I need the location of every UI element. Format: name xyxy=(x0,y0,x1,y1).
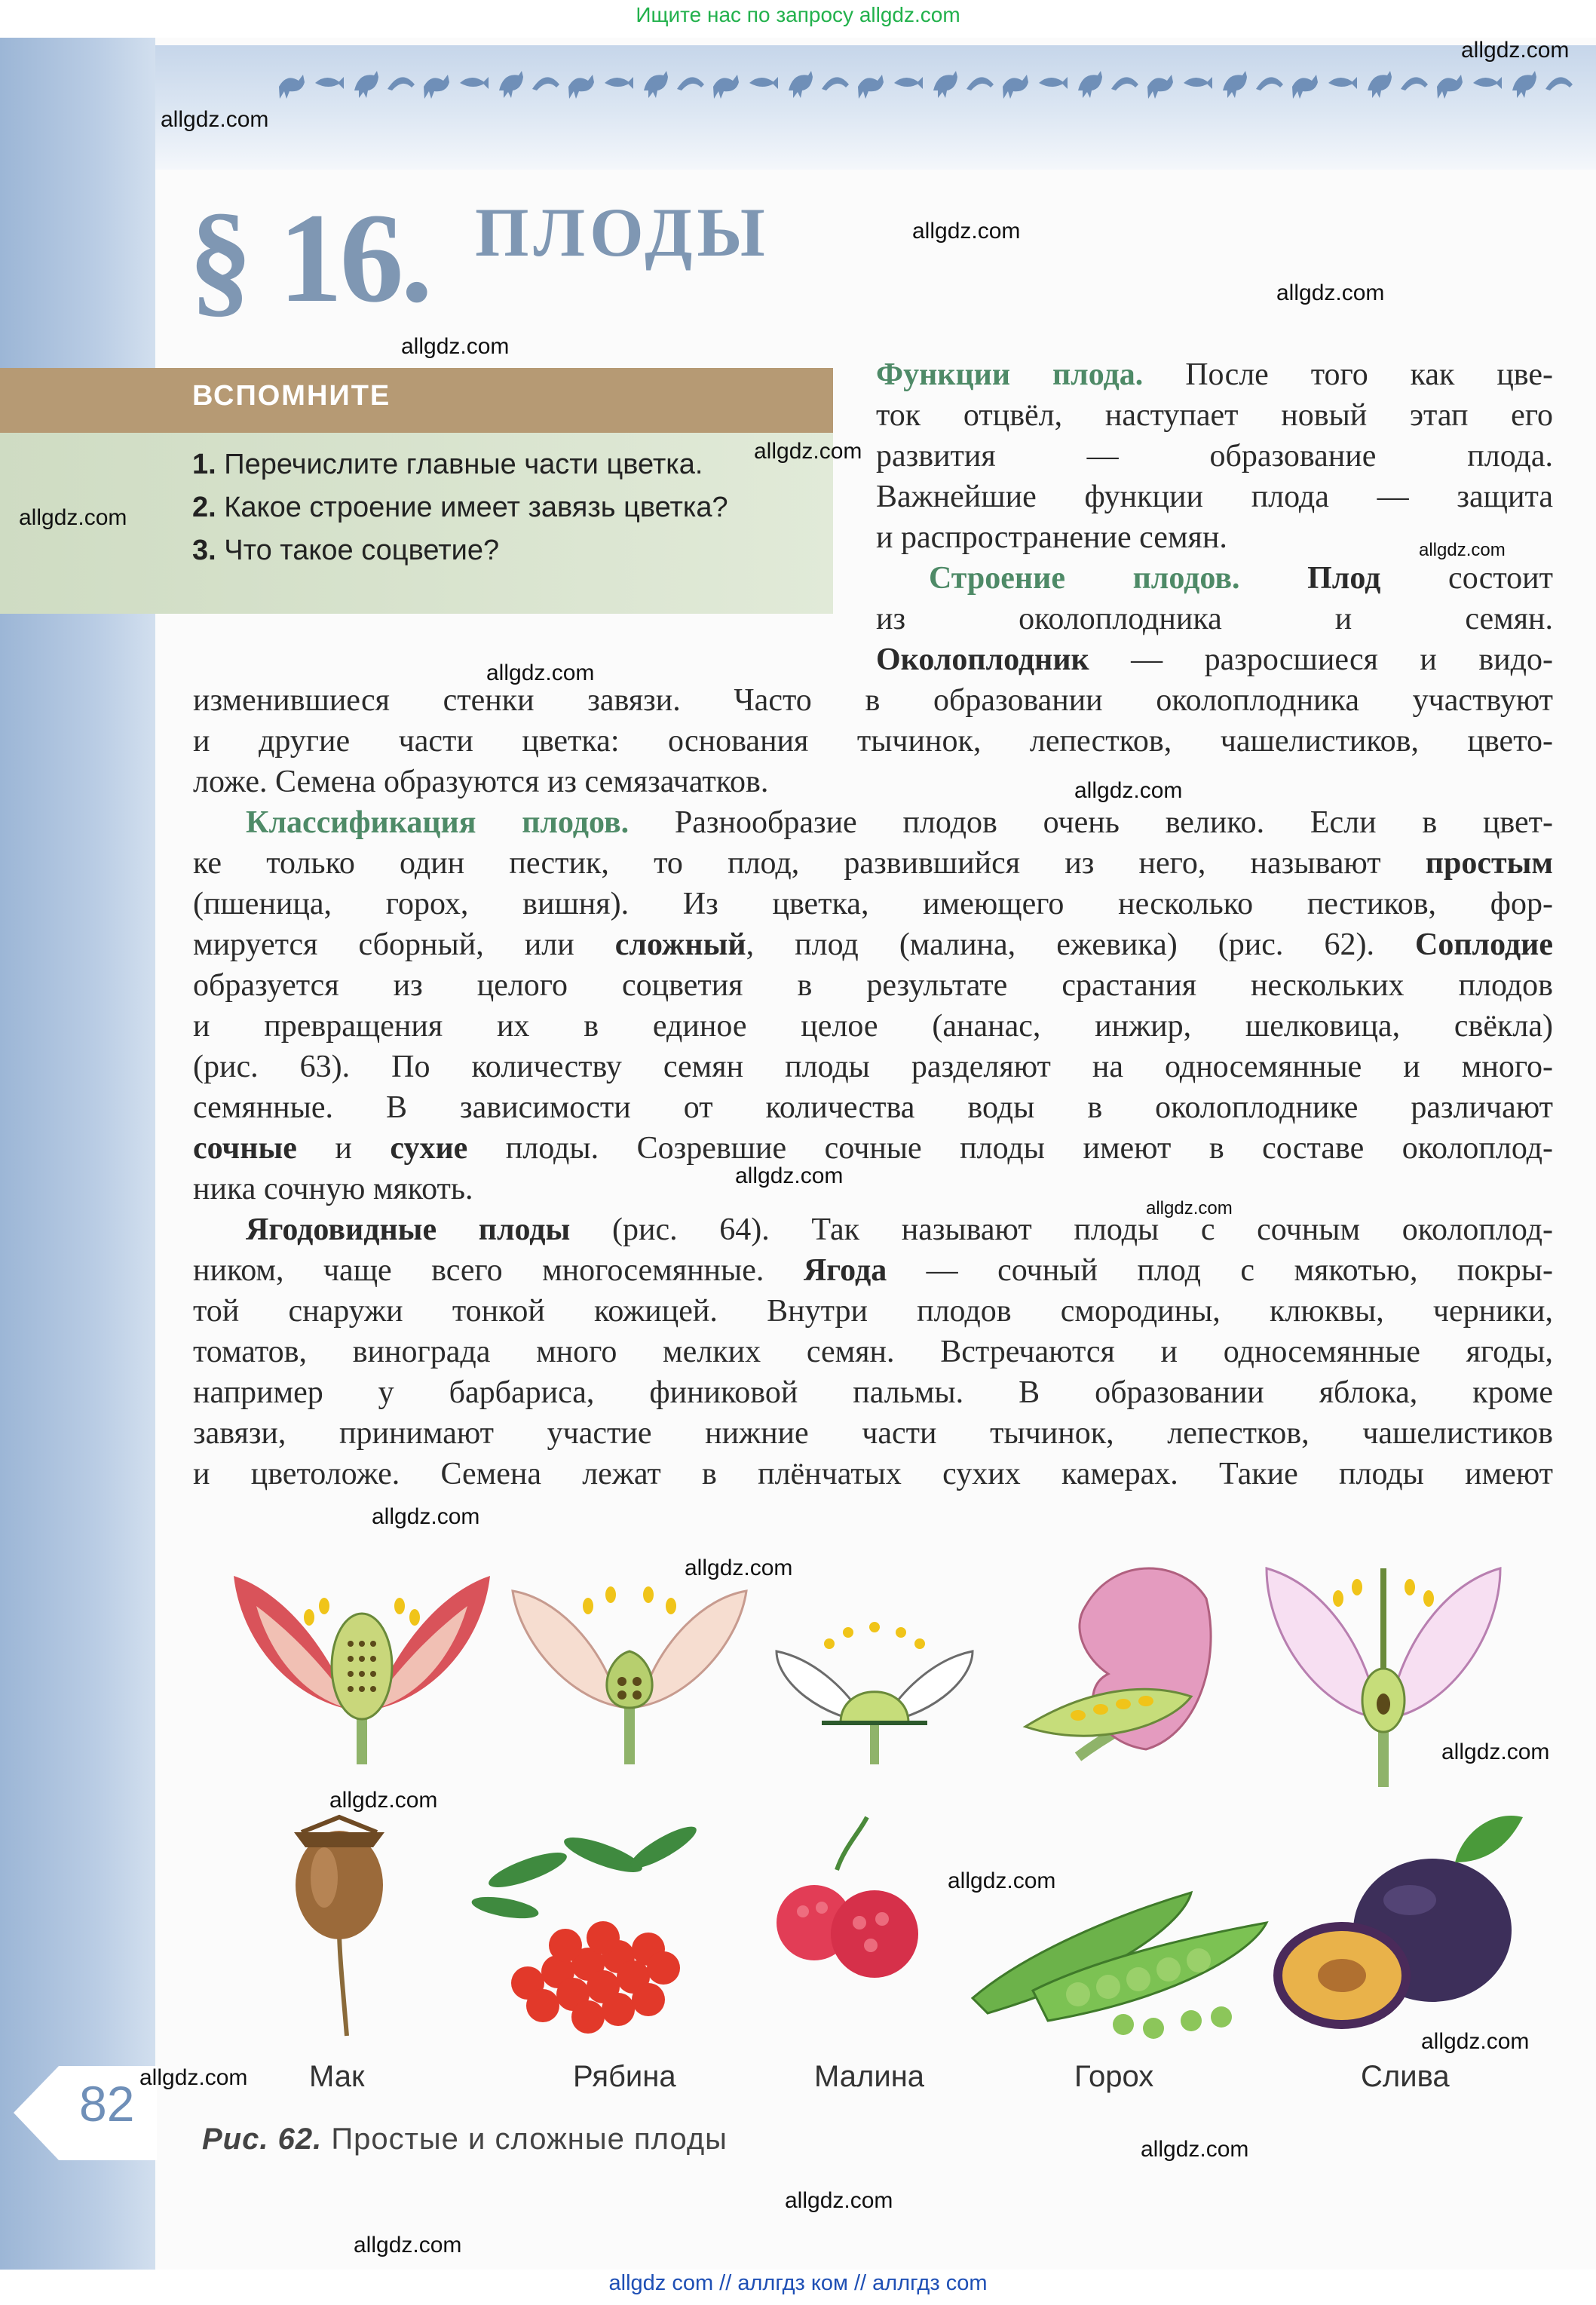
watermark[interactable]: allgdz.com xyxy=(785,2188,893,2213)
watermark[interactable]: allgdz.com xyxy=(19,505,127,530)
poppy-flower-diagram xyxy=(234,1576,490,1764)
animal-silhouette-icon xyxy=(933,71,957,98)
text-line: ником, чаще всего многосемянные. Ягода — сочный плод с мякотью, покры- xyxy=(193,1253,1553,1288)
watermark[interactable]: allgdz.com xyxy=(685,1556,793,1580)
animal-silhouette-icon xyxy=(1078,71,1102,98)
text-line: Околоплодник — разросшиеся и видо- xyxy=(876,642,1553,677)
text-line: и превращения их в единое целое (ананас, инжир, шелковица, свёкла) xyxy=(193,1009,1553,1044)
pea-flower-diagram xyxy=(1025,1568,1211,1757)
watermark[interactable]: allgdz.com xyxy=(1074,778,1183,803)
animal-silhouette-icon xyxy=(677,77,704,90)
animal-silhouette-icon xyxy=(388,77,415,90)
top-banner[interactable]: Ищите нас по запросу allgdz.com xyxy=(636,3,960,26)
text-line: Строение плодов. Плод состоит xyxy=(929,561,1554,596)
rowan-flower-diagram xyxy=(513,1586,746,1764)
poppy-capsule-image xyxy=(294,1817,384,2036)
animal-silhouette-icon xyxy=(1184,77,1212,89)
text-line: образуется из целого соцветия в результате срастания нескольких плодов xyxy=(193,968,1553,1003)
text-line: ложе. Семена образуются из семязачатков. xyxy=(193,765,769,799)
text-line: развития — образование плода. xyxy=(876,439,1553,474)
text-line: Важнейшие функции плода — защита xyxy=(876,480,1553,514)
recall-question: 3. Что такое соцветие? xyxy=(192,535,500,566)
flower-diagrams-row xyxy=(211,1546,1568,1795)
animal-silhouette-icon xyxy=(894,77,923,89)
animal-silhouette-icon xyxy=(1401,77,1428,90)
watermark[interactable]: allgdz.com xyxy=(948,1868,1056,1893)
animal-silhouette-icon xyxy=(1292,75,1318,99)
animal-silhouette-icon xyxy=(1512,71,1536,98)
fruit-label-pea: Горох xyxy=(1074,2060,1154,2093)
text-line: (пшеница, горох, вишня). Из цветка, имеющего несколько пестиков, фор- xyxy=(193,887,1553,921)
watermark[interactable]: allgdz.com xyxy=(354,2233,462,2257)
text-line: Ягодовидные плоды (рис. 64). Так называют плоды с сочным околоплод- xyxy=(246,1212,1554,1247)
animal-silhouette-icon xyxy=(1003,75,1028,99)
animal-silhouette-icon xyxy=(713,75,739,99)
recall-box-header xyxy=(0,368,833,433)
text-line: ток отцвёл, наступает новый этап его xyxy=(876,398,1553,433)
animal-silhouette-icon xyxy=(1147,75,1173,99)
animal-silhouettes-border xyxy=(271,60,1576,106)
animal-silhouette-icon xyxy=(354,71,378,98)
text-line: и распространение семян. xyxy=(876,520,1227,555)
animal-silhouette-icon xyxy=(424,75,449,99)
raspberry-image xyxy=(777,1817,918,1978)
animal-silhouette-icon xyxy=(1256,77,1283,90)
recall-question: 1. Перечислите главные части цветка. xyxy=(192,449,703,480)
animal-silhouette-icon xyxy=(749,77,778,89)
watermark[interactable]: allgdz.com xyxy=(1141,2137,1249,2162)
animal-silhouette-icon xyxy=(499,71,523,98)
text-line: из околоплодника и семян. xyxy=(876,602,1553,636)
text-line: мируется сборный, или сложный, плод (малина, ежевика) (рис. 62). Соплодие xyxy=(193,927,1554,962)
text-line: Классификация плодов. Разнообразие плодов очень велико. Если в цвет- xyxy=(246,805,1553,840)
section-title: ПЛОДЫ xyxy=(475,194,770,271)
watermark[interactable]: allgdz.com xyxy=(1441,1739,1550,1764)
animal-silhouette-icon xyxy=(279,75,305,99)
section-number: § 16. xyxy=(188,187,430,329)
watermark[interactable]: allgdz.com xyxy=(1421,2029,1530,2054)
watermark[interactable]: allgdz.com xyxy=(1146,1198,1233,1218)
watermark[interactable]: allgdz.com xyxy=(329,1788,438,1813)
animal-silhouette-icon xyxy=(568,75,594,99)
animal-silhouette-icon xyxy=(858,75,884,99)
animal-silhouette-icon xyxy=(1368,71,1392,98)
animal-silhouette-icon xyxy=(644,71,668,98)
text-line: ке только один пестик, то плод, развившийся из него, называют простым xyxy=(193,846,1554,881)
page-number: 82 xyxy=(79,2076,135,2132)
fruit-label-plum: Слива xyxy=(1361,2060,1450,2093)
animal-silhouette-icon xyxy=(1545,77,1573,90)
watermark[interactable]: allgdz.com xyxy=(1461,38,1570,63)
watermark[interactable]: allgdz.com xyxy=(139,2065,248,2090)
pea-pods-image xyxy=(973,1893,1267,2039)
text-line: семянные. В зависимости от количества воды в околоплоднике различают xyxy=(193,1090,1553,1125)
text-line: например у барбариса, финиковой пальмы. В образовании яблока, кроме xyxy=(193,1375,1553,1410)
text-line: томатов, винограда много мелких семян. Встречаются и односемянные ягоды, xyxy=(193,1335,1553,1369)
watermark[interactable]: allgdz.com xyxy=(1276,280,1385,305)
text-line: завязи, принимают участие нижние части тычинок, лепестков, чашелистиков xyxy=(193,1416,1553,1451)
rowan-berries-image xyxy=(470,1820,701,2034)
animal-silhouette-icon xyxy=(1111,77,1138,90)
text-line: сочные и сухие плоды. Созревшие сочные плоды имеют в составе околоплод- xyxy=(193,1131,1553,1166)
plum-image xyxy=(1278,1816,1523,2025)
animal-silhouette-icon xyxy=(1328,77,1357,89)
animal-silhouette-icon xyxy=(822,77,849,90)
fruit-label-poppy: Мак xyxy=(309,2060,365,2093)
fruit-label-rowan: Рябина xyxy=(573,2060,676,2093)
recall-question: 2. Какое строение имеет завязь цветка? xyxy=(192,492,728,523)
fruit-images-row xyxy=(211,1802,1568,2043)
watermark[interactable]: allgdz.com xyxy=(1419,540,1506,560)
watermark[interactable]: allgdz.com xyxy=(912,219,1021,244)
bottom-banner[interactable]: allgdz com // аллгдз ком // аллгдз com xyxy=(608,2271,988,2295)
animal-silhouette-icon xyxy=(1039,77,1068,89)
text-line: Функции плода. После того как цве- xyxy=(876,357,1554,392)
animal-silhouette-icon xyxy=(1223,71,1247,98)
animal-silhouette-icon xyxy=(315,77,344,89)
text-line: изменившиеся стенки завязи. Часто в образовании околоплодника участвуют xyxy=(193,683,1553,718)
animal-silhouette-icon xyxy=(1473,77,1502,89)
text-line: (рис. 63). По количеству семян плоды разделяют на односемянные и много- xyxy=(193,1050,1553,1084)
figure-caption: Рис. 62. Простые и сложные плоды xyxy=(202,2123,728,2156)
text-line: и цветоложе. Семена лежат в плёнчатых сухих камерах. Такие плоды имеют xyxy=(193,1457,1553,1491)
watermark[interactable]: allgdz.com xyxy=(486,661,595,685)
animal-silhouette-icon xyxy=(966,77,994,90)
raspberry-flower-diagram xyxy=(777,1622,973,1764)
fruit-label-raspberry: Малина xyxy=(814,2060,925,2093)
text-line: той снаружи тонкой кожицей. Внутри плодов смородины, клюквы, черники, xyxy=(193,1294,1553,1329)
animal-silhouette-icon xyxy=(1437,75,1463,99)
text-line: ника сочную мякоть. xyxy=(193,1172,473,1206)
text-line: и другие части цветка: основания тычинок, лепестков, чашелистиков, цвето- xyxy=(193,724,1553,759)
animal-silhouette-icon xyxy=(532,77,559,90)
watermark[interactable]: allgdz.com xyxy=(754,439,862,464)
watermark[interactable]: allgdz.com xyxy=(401,334,510,359)
recall-box-title: ВСПОМНИТЕ xyxy=(192,380,391,412)
watermark[interactable]: allgdz.com xyxy=(161,107,269,132)
watermark[interactable]: allgdz.com xyxy=(372,1504,480,1529)
watermark[interactable]: allgdz.com xyxy=(735,1163,844,1188)
animal-silhouette-icon xyxy=(605,77,633,89)
animal-silhouette-icon xyxy=(789,71,813,98)
animal-silhouette-icon xyxy=(460,77,489,89)
